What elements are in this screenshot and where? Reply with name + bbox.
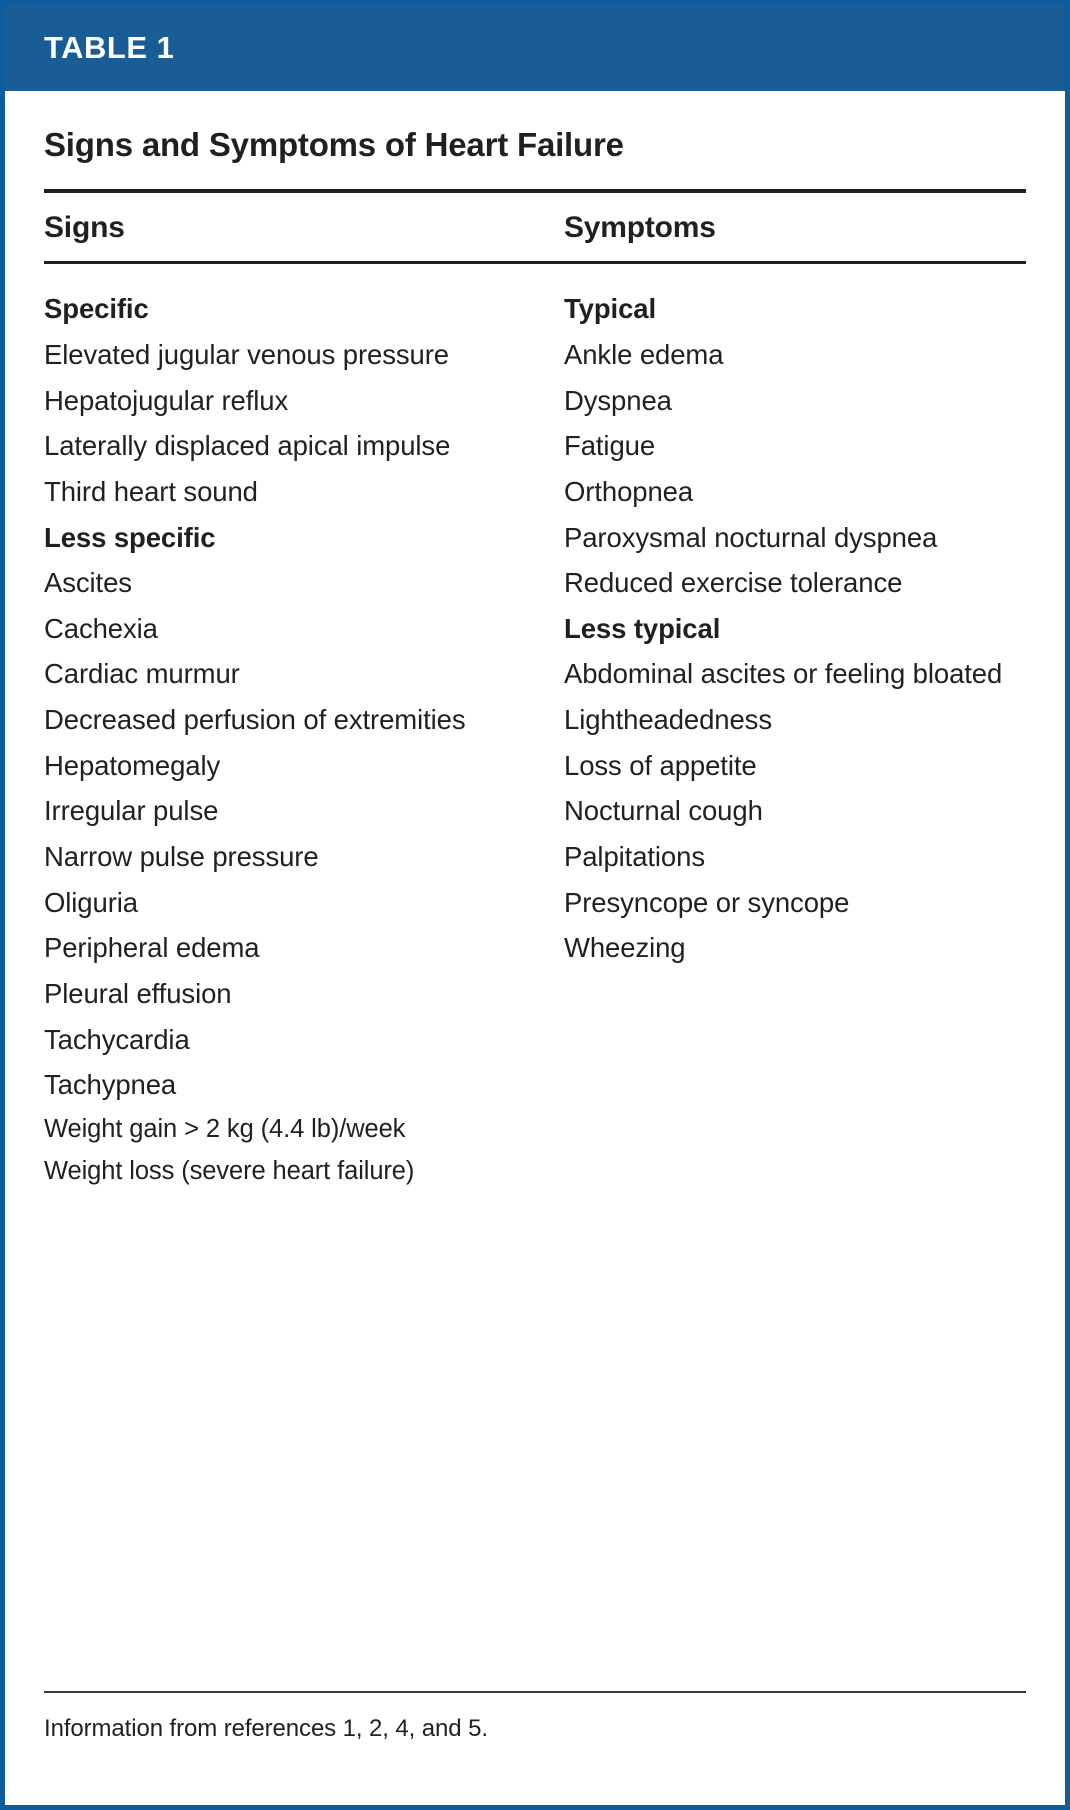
table-row: Laterally displaced apical impulse bbox=[44, 430, 451, 462]
group-subheading: Typical bbox=[564, 293, 657, 325]
table-row: Tachycardia bbox=[44, 1023, 190, 1055]
table-columns bbox=[44, 264, 1026, 1206]
signs-column bbox=[44, 286, 564, 1192]
table-row: Wheezing bbox=[564, 932, 686, 964]
table-row: Weight loss (severe heart failure) bbox=[44, 1157, 415, 1186]
column-header-signs: Signs bbox=[44, 211, 125, 245]
table-row: Nocturnal cough bbox=[564, 795, 763, 827]
table-row: Hepatomegaly bbox=[44, 749, 221, 781]
table-number-label: TABLE 1 bbox=[44, 30, 175, 65]
table-row: Third heart sound bbox=[44, 475, 258, 507]
table-row: Abdominal ascites or feeling bloated bbox=[564, 658, 1003, 690]
table-footer bbox=[44, 1691, 1026, 1743]
symptoms-column bbox=[564, 286, 1026, 1192]
table-row: Dyspnea bbox=[564, 384, 672, 416]
table-row: Narrow pulse pressure bbox=[44, 840, 319, 872]
table-row: Peripheral edema bbox=[44, 932, 260, 964]
table-row: Irregular pulse bbox=[44, 795, 219, 827]
footnote-text: Information from references 1, 2, 4, and 5. bbox=[44, 1715, 488, 1742]
table-row: Cachexia bbox=[44, 612, 158, 644]
table-row: Palpitations bbox=[564, 840, 705, 872]
table-row: Weight gain > 2 kg (4.4 lb)/week bbox=[44, 1114, 406, 1143]
table-row: Lightheadedness bbox=[564, 704, 772, 736]
group-subheading: Less typical bbox=[564, 612, 721, 644]
table-row: Ankle edema bbox=[564, 338, 724, 370]
table-row: Decreased perfusion of extremities bbox=[44, 704, 466, 736]
table-row: Pleural effusion bbox=[44, 977, 232, 1009]
group-subheading: Specific bbox=[44, 293, 149, 325]
table-title: Signs and Symptoms of Heart Failure bbox=[44, 126, 624, 163]
column-header-symptoms: Symptoms bbox=[564, 211, 716, 245]
table-row: Fatigue bbox=[564, 430, 656, 462]
table-header-bar bbox=[5, 5, 1065, 91]
table-body bbox=[5, 127, 1065, 1206]
group-subheading: Less specific bbox=[44, 521, 216, 553]
table-row: Paroxysmal nocturnal dyspnea bbox=[564, 521, 938, 553]
table-row: Orthopnea bbox=[564, 475, 694, 507]
column-header-row bbox=[44, 193, 1026, 261]
table-row: Loss of appetite bbox=[564, 749, 757, 781]
table-row: Reduced exercise tolerance bbox=[564, 567, 903, 599]
table-row: Elevated jugular venous pressure bbox=[44, 338, 449, 370]
table-row: Oliguria bbox=[44, 886, 138, 918]
table-row: Presyncope or syncope bbox=[564, 886, 850, 918]
table-row: Cardiac murmur bbox=[44, 658, 240, 690]
table-row: Hepatojugular reflux bbox=[44, 384, 289, 416]
table-row: Tachypnea bbox=[44, 1069, 177, 1101]
table-row: Ascites bbox=[44, 567, 132, 599]
